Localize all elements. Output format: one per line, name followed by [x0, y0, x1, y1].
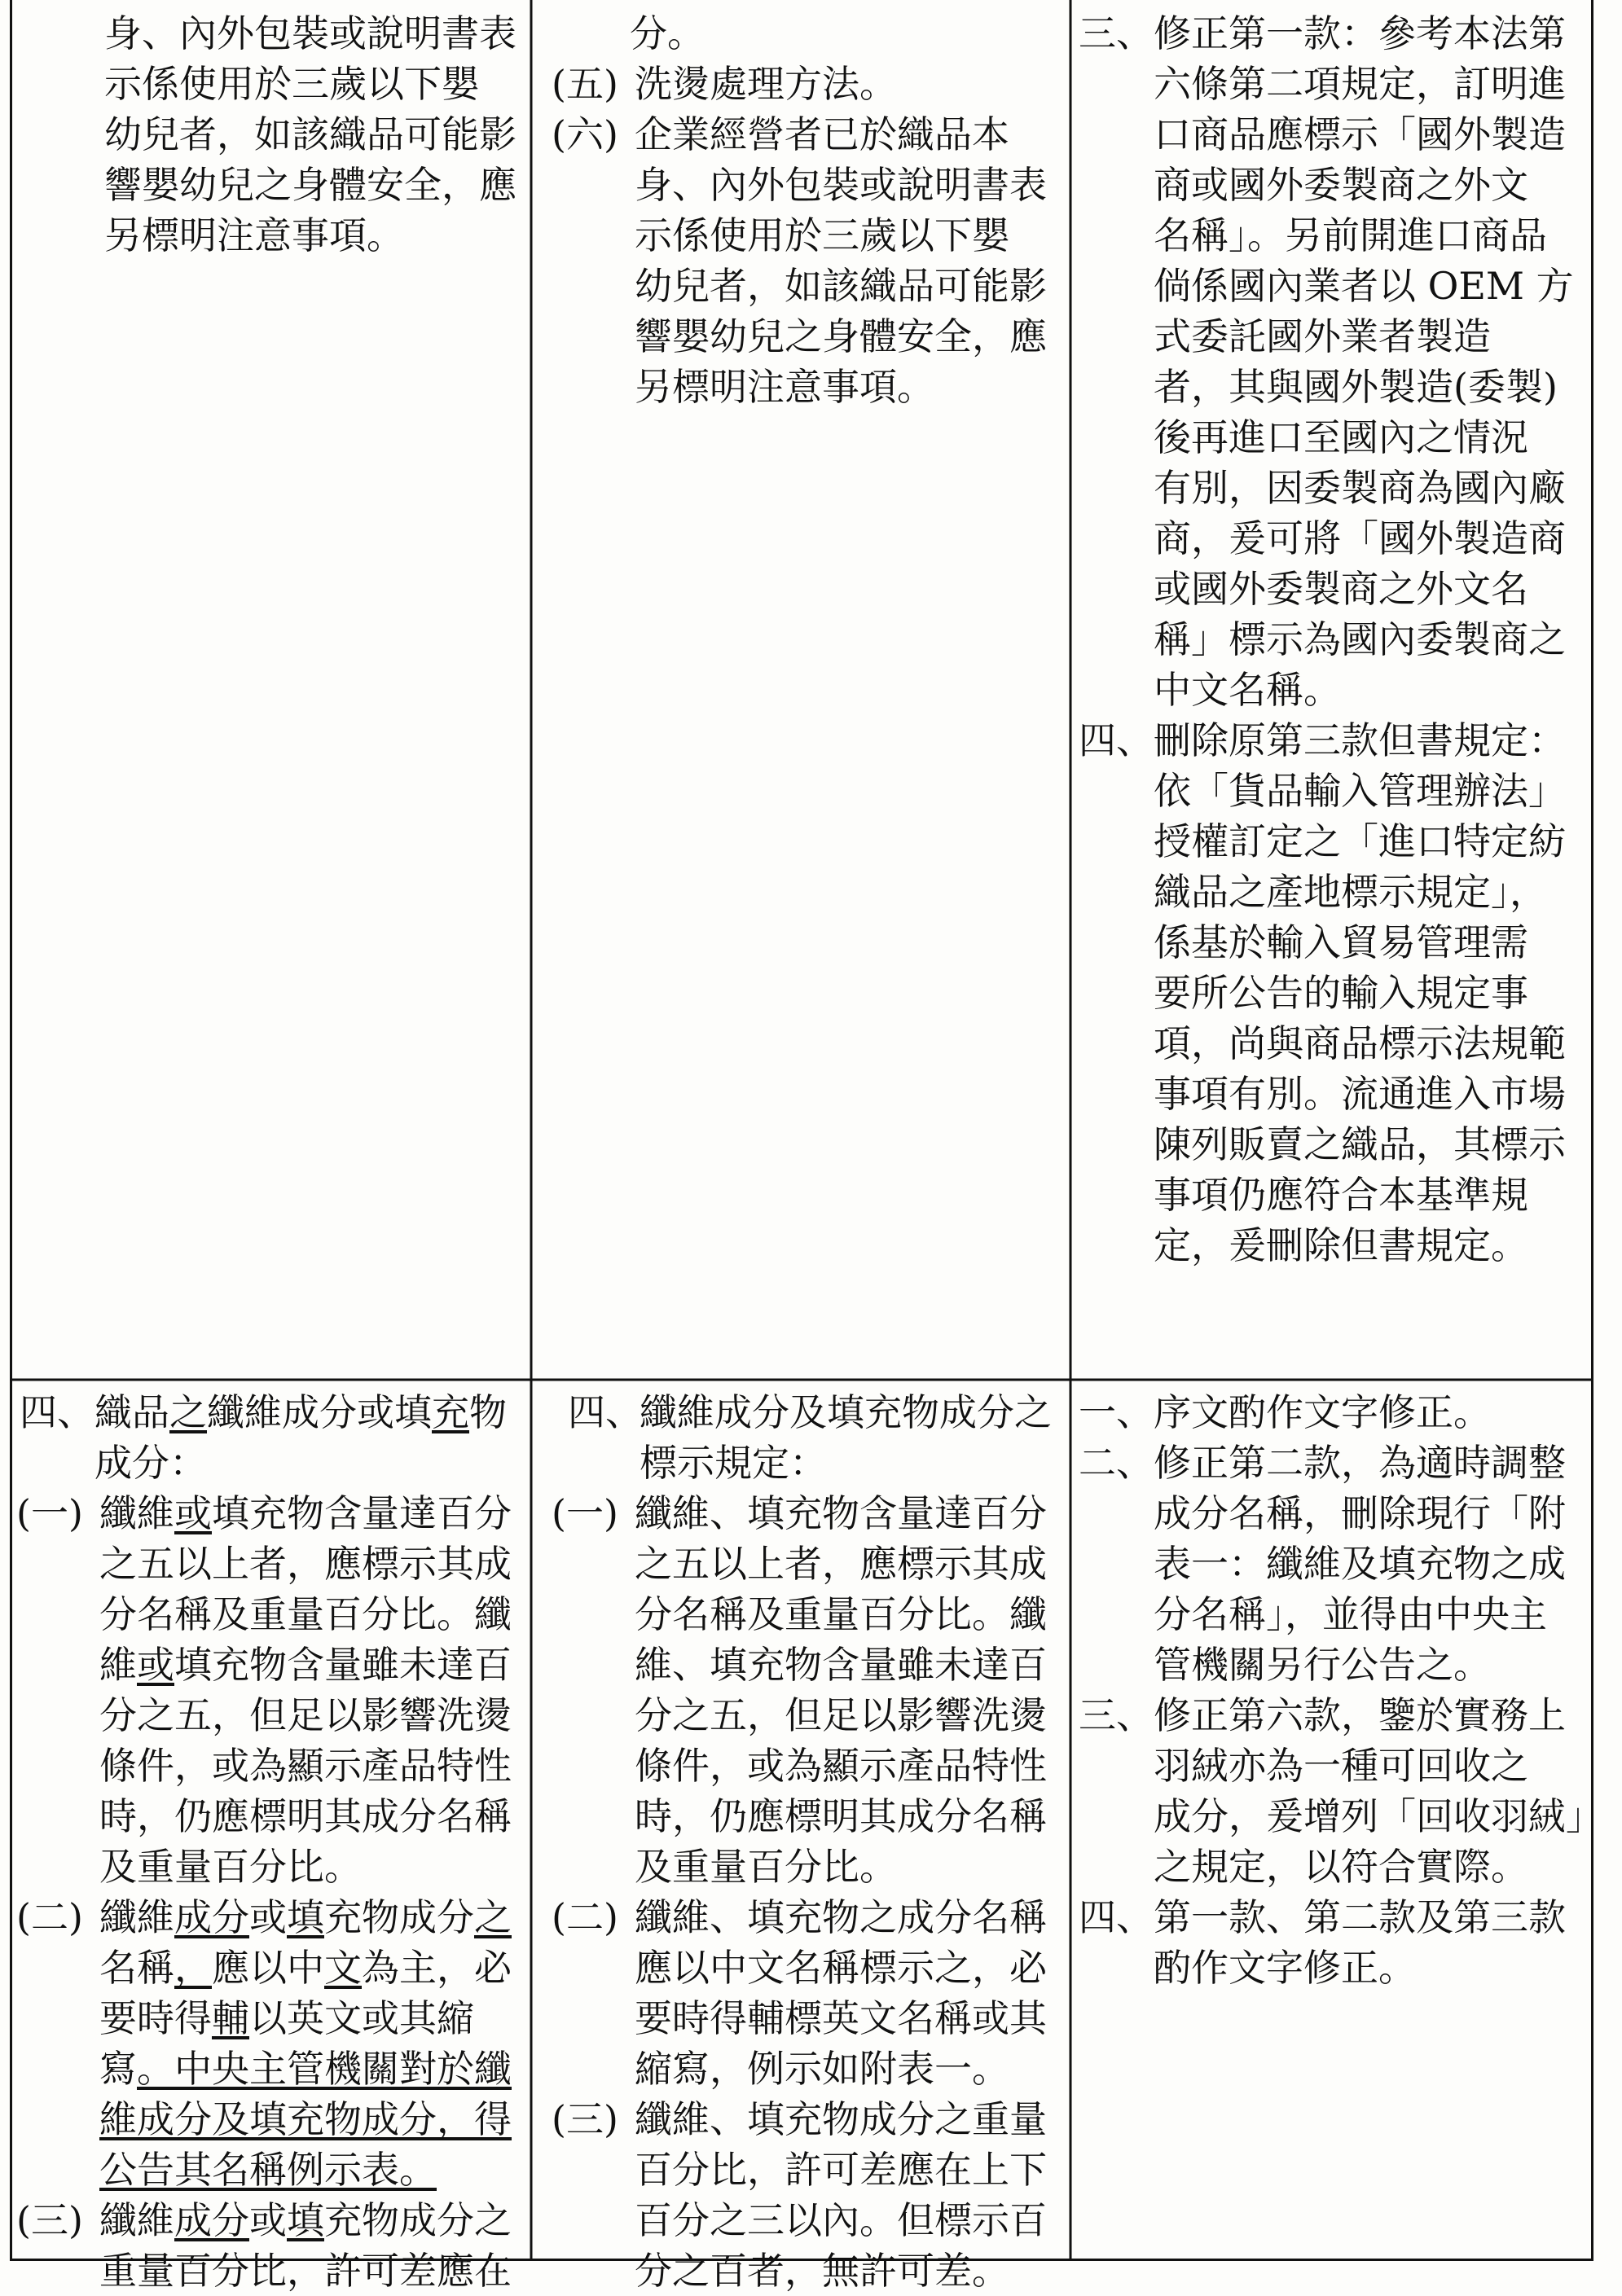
text-line: 身、內外包裝或說明書表 — [104, 11, 516, 55]
draft-subitem — [552, 109, 1065, 412]
item-line: 定，爰刪除但書規定。 — [1154, 1223, 1528, 1267]
item-line: 百分之三以內。但標示百 — [635, 2198, 1047, 2242]
draft-section-heading — [552, 1387, 1065, 1488]
item-line: 分名稱及重量百分比。纖 — [99, 1592, 512, 1636]
section-heading — [16, 1387, 528, 1488]
top-right-cell — [1079, 8, 1590, 1271]
item-number: 二、 — [1079, 1441, 1154, 1485]
current-text-continuation — [26, 8, 525, 261]
item-number: (三) — [552, 2097, 618, 2141]
item-line: 之五以上者，應標示其成 — [99, 1542, 512, 1586]
item-number: 一、 — [1079, 1390, 1154, 1434]
section-heading — [552, 1387, 1065, 1488]
item-line: 洗燙處理方法。 — [635, 62, 897, 106]
bottom-right-cell — [1079, 1387, 1603, 1993]
item-line: 分名稱及重量百分比。纖 — [635, 1592, 1047, 1636]
item-line: 纖維、填充物含量達百分 — [635, 1491, 1047, 1535]
draft-items — [552, 59, 1065, 412]
top-left-cell — [26, 8, 525, 261]
item-line: 要所公告的輸入規定事 — [1154, 971, 1528, 1015]
item-number: (一) — [552, 1491, 618, 1535]
explanation-item — [1079, 1690, 1603, 1892]
item-line: 表一：纖維及填充物之成 — [1154, 1542, 1566, 1586]
item-line: 授權訂定之「進口特定紡 — [1154, 819, 1566, 863]
item-number: (二) — [552, 1895, 618, 1939]
item-line: 管機關另行公告之。 — [1154, 1643, 1491, 1687]
item-line: 纖維成分或填充物成分之 — [99, 2198, 512, 2242]
item-line: 之規定，以符合實際。 — [1154, 1845, 1528, 1889]
item-line: 分之五，但足以影響洗燙 — [635, 1693, 1047, 1737]
heading-line: 成分： — [95, 1441, 207, 1485]
top-middle-cell — [552, 8, 1065, 412]
item-line: 纖維、填充物成分之重量 — [635, 2097, 1047, 2141]
bottom-middle-cell — [552, 1387, 1065, 2296]
draft-text-continuation — [552, 8, 1065, 59]
item-number: (三) — [16, 2198, 83, 2242]
text-line: 示係使用於三歲以下嬰 — [104, 62, 479, 106]
item-line: 有別，因委製商為國內廠 — [1154, 466, 1566, 510]
item-line: 中文名稱。 — [1154, 668, 1341, 712]
explanation-item — [1079, 1438, 1590, 1690]
item-line: 纖維、填充物之成分名稱 — [635, 1895, 1047, 1939]
item-line: 係基於輸入貿易管理需 — [1154, 920, 1528, 964]
item-line: 公告其名稱例示表。 — [99, 2148, 437, 2192]
draft-subitem — [552, 1488, 1065, 1892]
heading-number: 四、 — [20, 1390, 95, 1434]
item-line: 事項仍應符合本基準規 — [1154, 1173, 1528, 1217]
explanation-item — [1079, 8, 1590, 715]
item-line: 條件，或為顯示產品特性 — [99, 1744, 512, 1788]
item-line: 者，其與國外製造(委製) — [1154, 365, 1558, 409]
item-number: 三、 — [1079, 1693, 1154, 1737]
item-line: 或國外委製商之外文名 — [1154, 567, 1528, 611]
item-number: 四、 — [1079, 718, 1154, 762]
item-line: 陳列販賣之織品，其標示 — [1154, 1122, 1566, 1166]
explanation-item — [1079, 715, 1590, 1271]
heading-number: 四、 — [568, 1390, 643, 1434]
text-line: 另標明注意事項。 — [104, 213, 404, 257]
item-line: 分名稱」，並得由中央主 — [1154, 1592, 1547, 1636]
item-line: 維成分及填充物成分，得 — [99, 2097, 512, 2141]
item-line: 事項有別。流通進入市場 — [1154, 1072, 1566, 1116]
item-line: 要時得輔以英文或其縮 — [99, 1996, 474, 2040]
item-line: 維、填充物含量雖未達百 — [635, 1643, 1047, 1687]
draft-subitem — [552, 59, 1065, 109]
explanation-section-items — [1079, 1387, 1603, 1993]
current-section-heading — [16, 1387, 528, 1488]
item-line: 羽絨亦為一種可回收之 — [1154, 1744, 1528, 1788]
item-number: 四、 — [1079, 1895, 1154, 1939]
item-line: 六條第二項規定，訂明進 — [1154, 62, 1566, 106]
item-line: 序文酌作文字修正。 — [1154, 1390, 1491, 1434]
heading-line: 纖維成分及填充物成分之 — [640, 1390, 1052, 1434]
item-line: 之五以上者，應標示其成 — [635, 1542, 1047, 1586]
item-line: 商或國外委製商之外文 — [1154, 163, 1528, 207]
draft-subitem — [552, 1892, 1065, 2094]
item-line: 織品之產地標示規定」， — [1154, 870, 1547, 914]
item-line: 分之百者，無許可差。 — [635, 2249, 1009, 2293]
text-line: 分。 — [630, 11, 705, 55]
item-number: (二) — [16, 1895, 83, 1939]
current-section-items — [16, 1488, 528, 2296]
item-line: 修正第一款：參考本法第 — [1154, 11, 1566, 55]
item-line: 時，仍應標明其成分名稱 — [635, 1794, 1047, 1838]
current-subitem — [16, 1488, 528, 1892]
item-line: 刪除原第三款但書規定： — [1154, 718, 1566, 762]
current-subitem — [16, 2195, 528, 2296]
explanation-items — [1079, 8, 1590, 1271]
item-line: 條件，或為顯示產品特性 — [635, 1744, 1047, 1788]
item-line: 及重量百分比。 — [99, 1845, 362, 1889]
item-line: 縮寫，例示如附表一。 — [635, 2047, 1009, 2091]
item-line: 倘係國內業者以 OEM 方 — [1154, 264, 1574, 308]
explanation-item — [1079, 1892, 1590, 1993]
item-line: 身、內外包裝或說明書表 — [635, 163, 1047, 207]
item-line: 分之五，但足以影響洗燙 — [99, 1693, 512, 1737]
item-line: 酌作文字修正。 — [1154, 1946, 1416, 1990]
item-line: 第一款、第二款及第三款 — [1154, 1895, 1566, 1939]
item-number: (五) — [552, 62, 618, 106]
item-line: 成分名稱，刪除現行「附 — [1154, 1491, 1566, 1535]
item-number: (六) — [552, 112, 618, 156]
item-line: 要時得輔標英文名稱或其 — [635, 1996, 1047, 2040]
item-line: 及重量百分比。 — [635, 1845, 897, 1889]
item-line: 口商品應標示「國外製造 — [1154, 112, 1566, 156]
item-line: 項，尚與商品標示法規範 — [1154, 1021, 1566, 1065]
draft-section-items — [552, 1488, 1065, 2296]
item-line: 纖維或填充物含量達百分 — [99, 1491, 512, 1535]
heading-line: 標示規定： — [640, 1441, 827, 1485]
item-line: 時，仍應標明其成分名稱 — [99, 1794, 512, 1838]
item-line: 示係使用於三歲以下嬰 — [635, 213, 1009, 257]
item-line: 幼兒者，如該織品可能影 — [635, 264, 1047, 308]
item-line: 響嬰幼兒之身體安全，應 — [635, 314, 1047, 358]
item-number: 三、 — [1079, 11, 1154, 55]
item-line: 商，爰可將「國外製造商 — [1154, 516, 1566, 560]
item-line: 式委託國外業者製造 — [1154, 314, 1491, 358]
item-line: 應以中文名稱標示之，必 — [635, 1946, 1047, 1990]
item-line: 重量百分比，許可差應在 — [99, 2249, 512, 2293]
item-line: 名稱，應以中文為主，必 — [99, 1946, 512, 1990]
text-line: 幼兒者，如該織品可能影 — [104, 112, 516, 156]
explanation-item — [1079, 1387, 1590, 1438]
item-line: 另標明注意事項。 — [635, 365, 934, 409]
item-number: (一) — [16, 1491, 83, 1535]
current-subitem — [16, 1892, 528, 2195]
item-line: 寫。中央主管機關對於纖 — [99, 2047, 512, 2091]
item-line: 維或填充物含量雖未達百 — [99, 1643, 512, 1687]
item-line: 百分比，許可差應在上下 — [635, 2148, 1047, 2192]
item-line: 稱」標示為國內委製商之 — [1154, 617, 1566, 661]
item-line: 企業經營者已於織品本 — [635, 112, 1009, 156]
draft-subitem — [552, 2094, 1065, 2296]
item-line: 依「貨品輸入管理辦法」 — [1154, 769, 1566, 813]
item-line: 成分，爰增列「回收羽絨」 — [1154, 1794, 1603, 1838]
text-line: 響嬰幼兒之身體安全，應 — [104, 163, 516, 207]
item-line: 名稱」。另前開進口商品 — [1154, 213, 1547, 257]
comparison-table — [10, 0, 1603, 2293]
item-line: 修正第二款，為適時調整 — [1154, 1441, 1566, 1485]
bottom-left-cell — [16, 1387, 528, 2296]
item-line: 纖維成分或填充物成分之 — [99, 1895, 512, 1939]
item-line: 後再進口至國內之情況 — [1154, 415, 1528, 459]
item-line: 修正第六款，鑒於實務上 — [1154, 1693, 1566, 1737]
heading-line: 織品之纖維成分或填充物 — [95, 1390, 507, 1434]
